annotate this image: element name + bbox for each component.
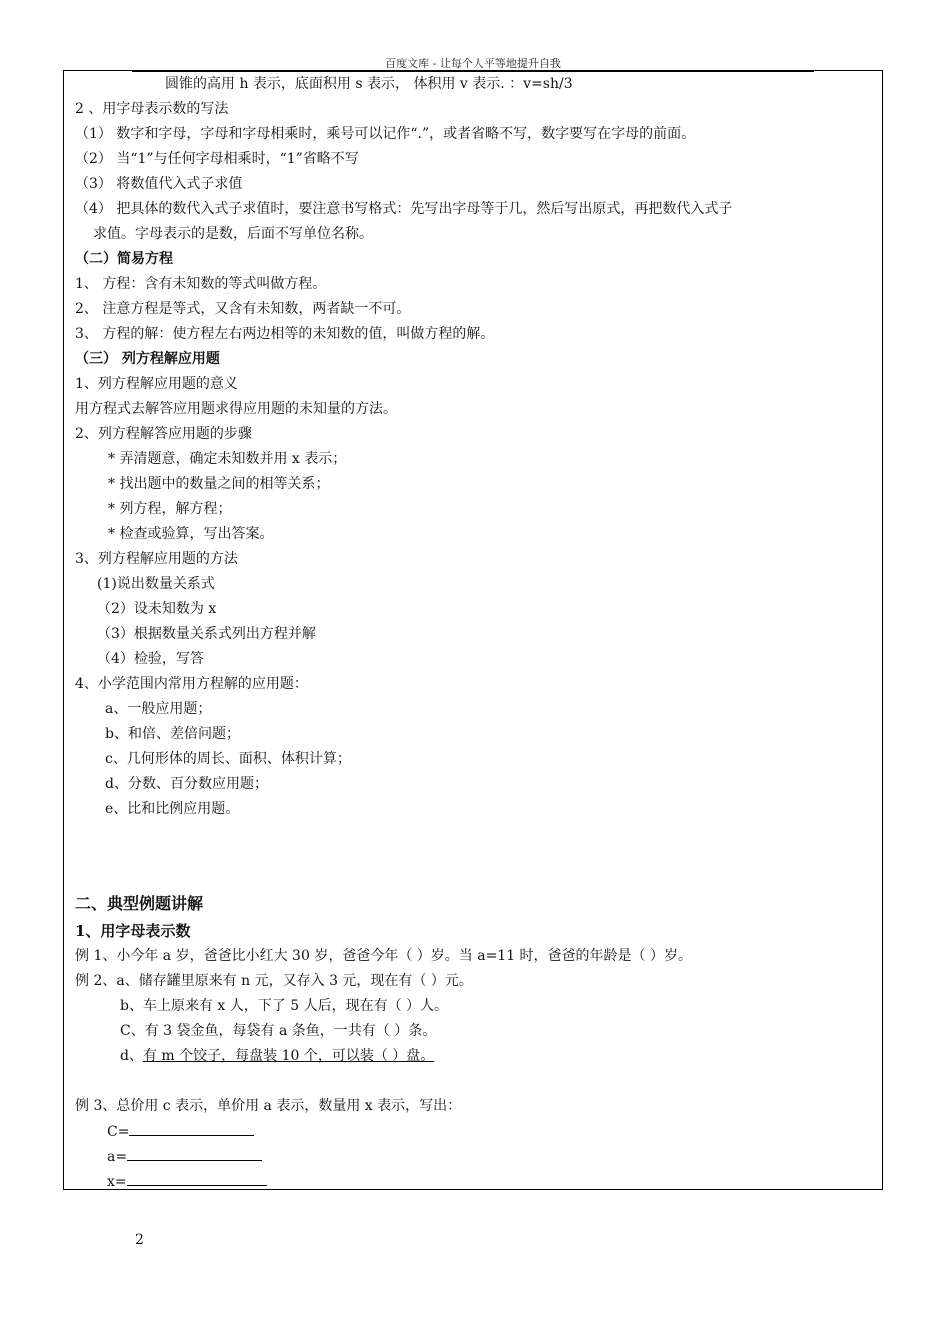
step-item: * 找出题中的数量之间的相等关系； [108,476,330,492]
step-item: * 弄清题意，确定未知数并用 x 表示； [108,451,347,467]
subheading: 1、列方程解应用题的意义 [75,376,238,392]
example-2-d-prefix: d、 [120,1048,143,1064]
formula-a [107,1146,262,1167]
example-2-d-text: 有 m 个饺子，每盘装 10 个，可以装（ ）盘。 [142,1048,435,1064]
formula-c [107,1121,254,1142]
step-item: * 列方程，解方程； [108,501,232,517]
example-2-b: b、车上原来有 x 人，下了 5 人后，现在有（ ）人。 [120,998,449,1014]
answer-blank[interactable] [129,1121,254,1136]
method-item: （2）设未知数为 x [97,601,217,617]
example-3: 例 3、总价用 c 表示，单价用 a 表示，数量用 x 表示，写出： [75,1098,462,1114]
section-heading: 2 、用字母表示数的写法 [75,101,229,117]
paragraph: 用方程式去解答应用题求得应用题的未知量的方法。 [75,401,397,417]
method-item: （4）检验，写答 [97,651,204,667]
list-item-continued: 求值。字母表示的是数，后面不写单位名称。 [93,226,373,242]
list-item: 3、 方程的解：使方程左右两边相等的未知数的值，叫做方程的解。 [75,326,495,342]
section-title: 二、典型例题讲解 [75,894,204,913]
method-item: (1)说出数量关系式 [97,576,215,592]
list-item: 1、 方程：含有未知数的等式叫做方程。 [75,276,327,292]
example-2: 例 2、a、储存罐里原来有 n 元，又存入 3 元，现在有（ ）元。 [75,973,473,989]
problem-type-item: d、分数、百分数应用题； [105,776,268,792]
list-item: （3） 将数值代入式子求值 [75,176,243,192]
problem-type-item: b、和倍、差倍问题； [105,726,240,742]
step-item: * 检查或验算，写出答案。 [108,526,274,542]
formula-x [107,1171,267,1192]
example-2-d [120,1046,434,1066]
formula-label: C= [107,1124,130,1140]
example-1: 例 1、小今年 a 岁，爸爸比小红大 30 岁，爸爸今年（ ）岁。当 a=11 时，爸爸的年龄是（ ）岁。 [75,948,693,964]
list-item: （1） 数字和字母，字母和字母相乘时，乘号可以记作“.”，或者省略不写，数字要写在字母的前面。 [75,126,696,142]
method-item: （3）根据数量关系式列出方程并解 [97,626,316,642]
answer-blank[interactable] [127,1171,267,1186]
page-number: 2 [135,1232,144,1248]
subheading: 4、小学范围内常用方程解的应用题： [75,676,308,692]
example-2-c: C、有 3 袋金鱼，每袋有 a 条鱼，一共有（ ）条。 [120,1023,437,1039]
formula-label: a= [107,1149,128,1165]
answer-blank[interactable] [127,1146,262,1161]
cone-volume-line: 圆锥的高用 h 表示，底面积用 s 表示， 体积用 v 表示. ：v=sh/3 [165,76,573,92]
subheading: 3、列方程解应用题的方法 [75,551,238,567]
problem-type-item: e、比和比例应用题。 [105,801,240,817]
problem-type-item: c、几何形体的周长、面积、体积计算； [105,751,351,767]
subsection-title: 1、用字母表示数 [75,922,191,940]
formula-label: x= [107,1174,127,1190]
page-header: 百度文库 - 让每个人平等地提升自我 [132,57,814,72]
list-item: 2、 注意方程是等式，又含有未知数，两者缺一不可。 [75,301,411,317]
list-item: （2） 当“1”与任何字母相乘时，“1”省略不写 [75,151,359,167]
list-item: （4） 把具体的数代入式子求值时，要注意书写格式：先写出字母等于几，然后写出原式，再把数代入式子 [75,201,733,217]
section-heading: （二）简易方程 [75,251,173,267]
subheading: 2、列方程解答应用题的步骤 [75,426,252,442]
problem-type-item: a、一般应用题； [105,701,212,717]
section-heading: （三） 列方程解应用题 [75,351,220,367]
